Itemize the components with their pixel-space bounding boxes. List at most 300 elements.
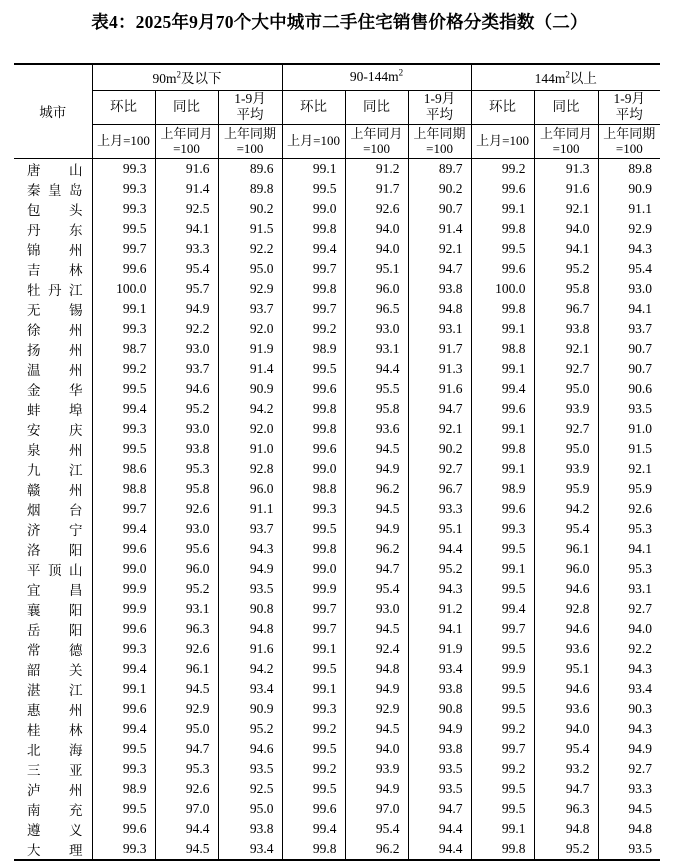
value-cell: 92.6	[155, 779, 218, 799]
value-cell: 92.5	[155, 199, 218, 219]
value-cell: 91.6	[408, 379, 471, 399]
value-cell: 94.5	[628, 800, 653, 816]
value-cell: 91.6	[534, 179, 598, 199]
value-cell: 91.5	[218, 219, 282, 239]
value-cell: 99.7	[282, 599, 345, 619]
value-cell: 94.1	[155, 219, 218, 239]
city-char: 牡	[27, 282, 41, 298]
value-cell: 99.6	[471, 179, 534, 199]
city-char: 关	[69, 662, 83, 678]
value-cell: 93.4	[218, 679, 282, 699]
city-cell	[14, 319, 92, 339]
value-cell: 97.0	[155, 799, 218, 819]
city-char: 锡	[69, 302, 83, 318]
city-name	[14, 839, 92, 859]
table-row	[14, 819, 660, 839]
value-cell: 99.5	[471, 799, 534, 819]
value-cell: 99.2	[282, 719, 345, 739]
city-char: 埠	[69, 402, 83, 418]
city-cell	[14, 519, 92, 539]
table-row	[14, 459, 660, 479]
city-cell	[14, 639, 92, 659]
value-cell: 99.5	[282, 519, 345, 539]
base-header-text: 上年同期	[224, 125, 277, 141]
value-cell: 99.4	[471, 379, 534, 399]
header-row-metrics	[14, 90, 660, 124]
table-row	[14, 279, 660, 299]
city-name	[14, 579, 92, 599]
metric-header-text: 同比	[552, 99, 580, 115]
city-cell	[14, 679, 92, 699]
value-cell: 91.0	[628, 420, 653, 436]
value-cell: 99.1	[92, 299, 155, 319]
value-cell: 91.5	[628, 440, 653, 456]
value-cell: 99.3	[282, 499, 345, 519]
price-index-table	[14, 63, 660, 861]
value-cell: 94.9	[345, 519, 408, 539]
value-cell: 99.1	[471, 199, 534, 219]
value-cell: 94.2	[534, 499, 598, 519]
value-cell: 95.9	[628, 480, 653, 496]
value-cell: 95.5	[345, 379, 408, 399]
value-cell: 94.1	[628, 300, 653, 316]
value-cell: 94.0	[534, 719, 598, 739]
base-header-text: 上月=100	[97, 133, 150, 149]
value-cell: 94.4	[408, 839, 471, 860]
value-cell: 94.3	[628, 720, 653, 736]
value-cell: 94.8	[345, 659, 408, 679]
value-cell: 99.4	[282, 239, 345, 259]
value-cell: 94.5	[155, 839, 218, 860]
metric-header-text: 平均	[426, 107, 454, 122]
table-row	[14, 579, 660, 599]
base-header	[218, 124, 282, 158]
value-cell: 99.2	[471, 719, 534, 739]
table-row	[14, 419, 660, 439]
base-header-text: 上年同月	[350, 125, 403, 141]
value-cell: 94.2	[218, 659, 282, 679]
value-cell: 98.8	[92, 479, 155, 499]
value-cell: 99.9	[471, 659, 534, 679]
value-cell: 99.9	[92, 579, 155, 599]
value-cell: 99.0	[92, 559, 155, 579]
value-cell: 94.0	[345, 219, 408, 239]
table-row	[14, 199, 660, 219]
value-cell: 92.0	[218, 419, 282, 439]
value-cell: 96.0	[218, 479, 282, 499]
value-cell: 93.3	[155, 239, 218, 259]
city-name	[14, 459, 92, 479]
value-cell: 99.5	[471, 579, 534, 599]
table-row	[14, 359, 660, 379]
value-cell: 100.0	[92, 279, 155, 299]
city-name	[14, 519, 92, 539]
value-cell: 93.9	[534, 459, 598, 479]
value-cell: 99.5	[92, 379, 155, 399]
metric-header-text: 1-9月	[613, 91, 646, 107]
value-cell: 94.7	[534, 779, 598, 799]
city-char: 三	[27, 762, 41, 778]
value-cell: 95.2	[534, 839, 598, 860]
value-cell: 93.6	[345, 419, 408, 439]
city-name	[14, 179, 92, 199]
value-cell: 95.4	[534, 739, 598, 759]
city-cell	[14, 759, 92, 779]
city-name	[14, 799, 92, 819]
value-cell: 95.2	[408, 559, 471, 579]
value-cell: 91.2	[408, 599, 471, 619]
value-cell: 92.1	[628, 460, 653, 476]
city-name	[14, 199, 92, 219]
value-cell: 96.7	[534, 299, 598, 319]
value-cell: 99.3	[92, 158, 155, 179]
value-cell: 94.9	[345, 679, 408, 699]
metric-header-text: 平均	[236, 107, 264, 122]
value-cell: 94.6	[534, 679, 598, 699]
value-cell: 92.1	[408, 239, 471, 259]
city-char: 充	[69, 802, 83, 818]
value-cell: 99.5	[471, 779, 534, 799]
table-row	[14, 739, 660, 759]
value-cell: 94.0	[345, 739, 408, 759]
city-char: 无	[27, 302, 41, 318]
value-cell: 94.7	[155, 739, 218, 759]
value-cell: 91.0	[218, 439, 282, 459]
value-cell: 92.7	[628, 760, 653, 776]
city-char: 扬	[27, 342, 41, 358]
value-cell: 99.4	[92, 719, 155, 739]
value-cell: 99.2	[282, 759, 345, 779]
city-char: 台	[69, 502, 83, 518]
base-header	[408, 124, 471, 158]
city-cell	[14, 559, 92, 579]
value-cell: 90.8	[408, 699, 471, 719]
metric-header-text: 1-9月	[423, 91, 456, 107]
group-header-144-above	[471, 64, 660, 90]
city-name	[14, 659, 92, 679]
value-cell: 94.5	[345, 439, 408, 459]
value-cell: 93.5	[628, 400, 653, 416]
value-cell: 92.6	[155, 639, 218, 659]
metric-header	[155, 90, 218, 124]
table-row	[14, 699, 660, 719]
value-cell: 99.2	[471, 759, 534, 779]
superscript-2: 2	[565, 69, 570, 80]
city-cell	[14, 739, 92, 759]
value-cell: 99.6	[282, 439, 345, 459]
value-cell: 95.0	[155, 719, 218, 739]
city-char: 锦	[27, 242, 41, 258]
value-cell: 99.5	[471, 699, 534, 719]
value-cell: 95.2	[155, 399, 218, 419]
city-char: 烟	[27, 502, 41, 518]
city-name	[14, 419, 92, 439]
value-cell: 99.4	[92, 659, 155, 679]
table-row	[14, 299, 660, 319]
value-cell: 93.0	[628, 280, 653, 296]
city-char: 遵	[27, 822, 41, 838]
value-cell: 93.7	[155, 359, 218, 379]
base-header	[534, 124, 598, 158]
value-cell: 99.5	[471, 239, 534, 259]
table-row	[14, 179, 660, 199]
value-cell: 99.8	[471, 299, 534, 319]
value-cell: 95.9	[534, 479, 598, 499]
table-row	[14, 799, 660, 819]
value-cell: 95.2	[218, 719, 282, 739]
city-name	[14, 499, 92, 519]
value-cell: 94.5	[155, 679, 218, 699]
value-cell: 99.6	[92, 259, 155, 279]
table-row	[14, 158, 660, 179]
group-label-text: 及以下	[181, 71, 222, 87]
value-cell: 99.8	[282, 839, 345, 860]
value-cell: 98.7	[92, 339, 155, 359]
value-cell: 93.7	[628, 320, 653, 336]
value-cell: 99.6	[282, 379, 345, 399]
city-cell	[14, 279, 92, 299]
value-cell: 91.1	[628, 200, 653, 216]
value-cell: 99.1	[282, 639, 345, 659]
value-cell: 94.0	[345, 239, 408, 259]
table-row	[14, 659, 660, 679]
table-row	[14, 439, 660, 459]
value-cell: 92.6	[628, 500, 653, 516]
value-cell: 95.0	[218, 259, 282, 279]
city-char: 泸	[27, 782, 41, 798]
value-cell: 92.9	[218, 279, 282, 299]
city-cell	[14, 799, 92, 819]
table-row	[14, 679, 660, 699]
value-cell: 93.8	[155, 439, 218, 459]
city-cell	[14, 699, 92, 719]
value-cell: 93.1	[345, 339, 408, 359]
value-cell: 94.4	[155, 819, 218, 839]
city-char: 德	[69, 642, 83, 658]
city-cell	[14, 479, 92, 499]
value-cell: 94.8	[218, 619, 282, 639]
base-header	[471, 124, 534, 158]
city-char: 州	[69, 442, 83, 458]
city-char: 常	[27, 642, 41, 658]
value-cell: 95.3	[155, 459, 218, 479]
value-cell: 94.6	[218, 739, 282, 759]
city-cell	[14, 459, 92, 479]
value-cell: 93.0	[345, 319, 408, 339]
value-cell: 93.5	[218, 759, 282, 779]
value-cell: 99.8	[282, 399, 345, 419]
value-cell: 96.1	[534, 539, 598, 559]
city-cell	[14, 659, 92, 679]
value-cell: 94.4	[408, 539, 471, 559]
value-cell: 99.3	[92, 839, 155, 860]
value-cell: 94.9	[345, 779, 408, 799]
base-header-text: 上月=100	[287, 133, 340, 149]
value-cell: 94.4	[345, 359, 408, 379]
city-char: 惠	[27, 702, 41, 718]
value-cell: 91.3	[534, 158, 598, 179]
value-cell: 95.1	[408, 519, 471, 539]
table-row	[14, 479, 660, 499]
city-char: 州	[69, 482, 83, 498]
city-char: 阳	[69, 602, 83, 618]
value-cell: 99.3	[92, 179, 155, 199]
base-header-text: =100	[236, 141, 264, 156]
value-cell: 93.2	[534, 759, 598, 779]
value-cell: 92.7	[534, 359, 598, 379]
value-cell: 99.6	[92, 819, 155, 839]
value-cell: 99.7	[92, 239, 155, 259]
value-cell: 99.5	[471, 679, 534, 699]
value-cell: 99.5	[282, 739, 345, 759]
base-header-text: =100	[173, 141, 200, 156]
value-cell: 96.0	[345, 279, 408, 299]
city-cell	[14, 599, 92, 619]
city-name	[14, 239, 92, 259]
city-char: 韶	[27, 662, 41, 678]
city-char: 蚌	[27, 402, 41, 418]
value-cell: 93.0	[155, 519, 218, 539]
page-title: 表4：2025年9月70个大中城市二手住宅销售价格分类指数（二）	[91, 12, 588, 32]
city-name	[14, 399, 92, 419]
group-label-text: 144m	[534, 71, 566, 87]
city-cell	[14, 579, 92, 599]
value-cell: 99.8	[471, 439, 534, 459]
value-cell: 92.7	[628, 600, 653, 616]
base-header-text: 上年同月	[540, 125, 593, 141]
value-cell: 99.5	[282, 659, 345, 679]
value-cell: 90.7	[408, 199, 471, 219]
value-cell: 90.8	[218, 599, 282, 619]
value-cell: 91.4	[408, 219, 471, 239]
city-name	[14, 759, 92, 779]
metric-header	[471, 90, 534, 124]
base-header	[598, 124, 660, 158]
value-cell: 96.3	[155, 619, 218, 639]
value-cell: 93.0	[345, 599, 408, 619]
table-row	[14, 519, 660, 539]
city-cell	[14, 499, 92, 519]
city-name	[14, 439, 92, 459]
city-name	[14, 539, 92, 559]
city-char: 华	[69, 382, 83, 398]
value-cell: 94.5	[345, 719, 408, 739]
metric-header	[408, 90, 471, 124]
table-row	[14, 779, 660, 799]
metric-header-text: 1-9月	[234, 91, 266, 107]
value-cell: 91.4	[155, 179, 218, 199]
value-cell: 91.3	[408, 359, 471, 379]
value-cell: 96.5	[345, 299, 408, 319]
value-cell: 99.6	[92, 699, 155, 719]
value-cell: 91.2	[345, 158, 408, 179]
city-name	[14, 339, 92, 359]
value-cell: 96.2	[345, 479, 408, 499]
value-cell: 99.3	[92, 759, 155, 779]
base-header	[282, 124, 345, 158]
value-cell: 93.1	[155, 599, 218, 619]
value-cell: 94.2	[218, 399, 282, 419]
value-cell: 99.2	[471, 158, 534, 179]
city-name	[14, 479, 92, 499]
value-cell: 90.3	[628, 700, 653, 716]
value-cell: 95.8	[155, 479, 218, 499]
value-cell: 99.8	[471, 839, 534, 860]
city-char: 义	[69, 822, 83, 838]
value-cell: 93.3	[408, 499, 471, 519]
city-char: 山	[69, 562, 83, 578]
value-cell: 99.5	[92, 739, 155, 759]
base-header	[345, 124, 408, 158]
metric-header	[282, 90, 345, 124]
city-char: 济	[27, 522, 41, 538]
metric-header-text: 环比	[110, 99, 137, 115]
city-char: 州	[69, 782, 83, 798]
value-cell: 95.4	[155, 259, 218, 279]
value-cell: 92.9	[345, 699, 408, 719]
city-char: 吉	[27, 262, 41, 278]
city-char: 赣	[27, 482, 41, 498]
base-header-text: =100	[552, 141, 580, 156]
value-cell: 94.3	[628, 660, 653, 676]
value-cell: 99.1	[282, 679, 345, 699]
value-cell: 99.3	[471, 519, 534, 539]
value-cell: 99.4	[282, 819, 345, 839]
value-cell: 91.7	[345, 179, 408, 199]
value-cell: 91.1	[218, 499, 282, 519]
city-cell	[14, 359, 92, 379]
value-cell: 99.9	[282, 579, 345, 599]
city-char: 湛	[27, 682, 41, 698]
value-cell: 93.4	[628, 680, 653, 696]
value-cell: 93.6	[534, 699, 598, 719]
table-row	[14, 499, 660, 519]
header-row-base	[14, 124, 660, 158]
city-cell	[14, 719, 92, 739]
value-cell: 99.6	[471, 399, 534, 419]
value-cell: 93.8	[408, 739, 471, 759]
header-row-groups	[14, 64, 660, 90]
superscript-2: 2	[398, 67, 404, 78]
value-cell: 94.8	[628, 820, 653, 836]
base-header-text: =100	[426, 141, 453, 156]
value-cell: 95.1	[345, 259, 408, 279]
value-cell: 99.8	[282, 419, 345, 439]
value-cell: 94.6	[155, 379, 218, 399]
value-cell: 99.1	[282, 158, 345, 179]
value-cell: 99.7	[471, 739, 534, 759]
city-char: 九	[27, 462, 41, 478]
value-cell: 95.4	[534, 519, 598, 539]
city-char: 州	[69, 242, 83, 258]
value-cell: 95.8	[534, 279, 598, 299]
value-cell: 95.4	[345, 579, 408, 599]
value-cell: 92.1	[534, 339, 598, 359]
value-cell: 93.7	[218, 299, 282, 319]
city-cell	[14, 439, 92, 459]
value-cell: 94.3	[408, 579, 471, 599]
city-name	[14, 299, 92, 319]
value-cell: 99.8	[282, 219, 345, 239]
value-cell: 98.9	[471, 479, 534, 499]
value-cell: 99.0	[282, 559, 345, 579]
value-cell: 94.6	[534, 579, 598, 599]
value-cell: 99.5	[471, 639, 534, 659]
value-cell: 93.4	[218, 839, 282, 860]
value-cell: 98.9	[92, 779, 155, 799]
city-char: 丹	[48, 282, 62, 298]
value-cell: 99.1	[471, 419, 534, 439]
